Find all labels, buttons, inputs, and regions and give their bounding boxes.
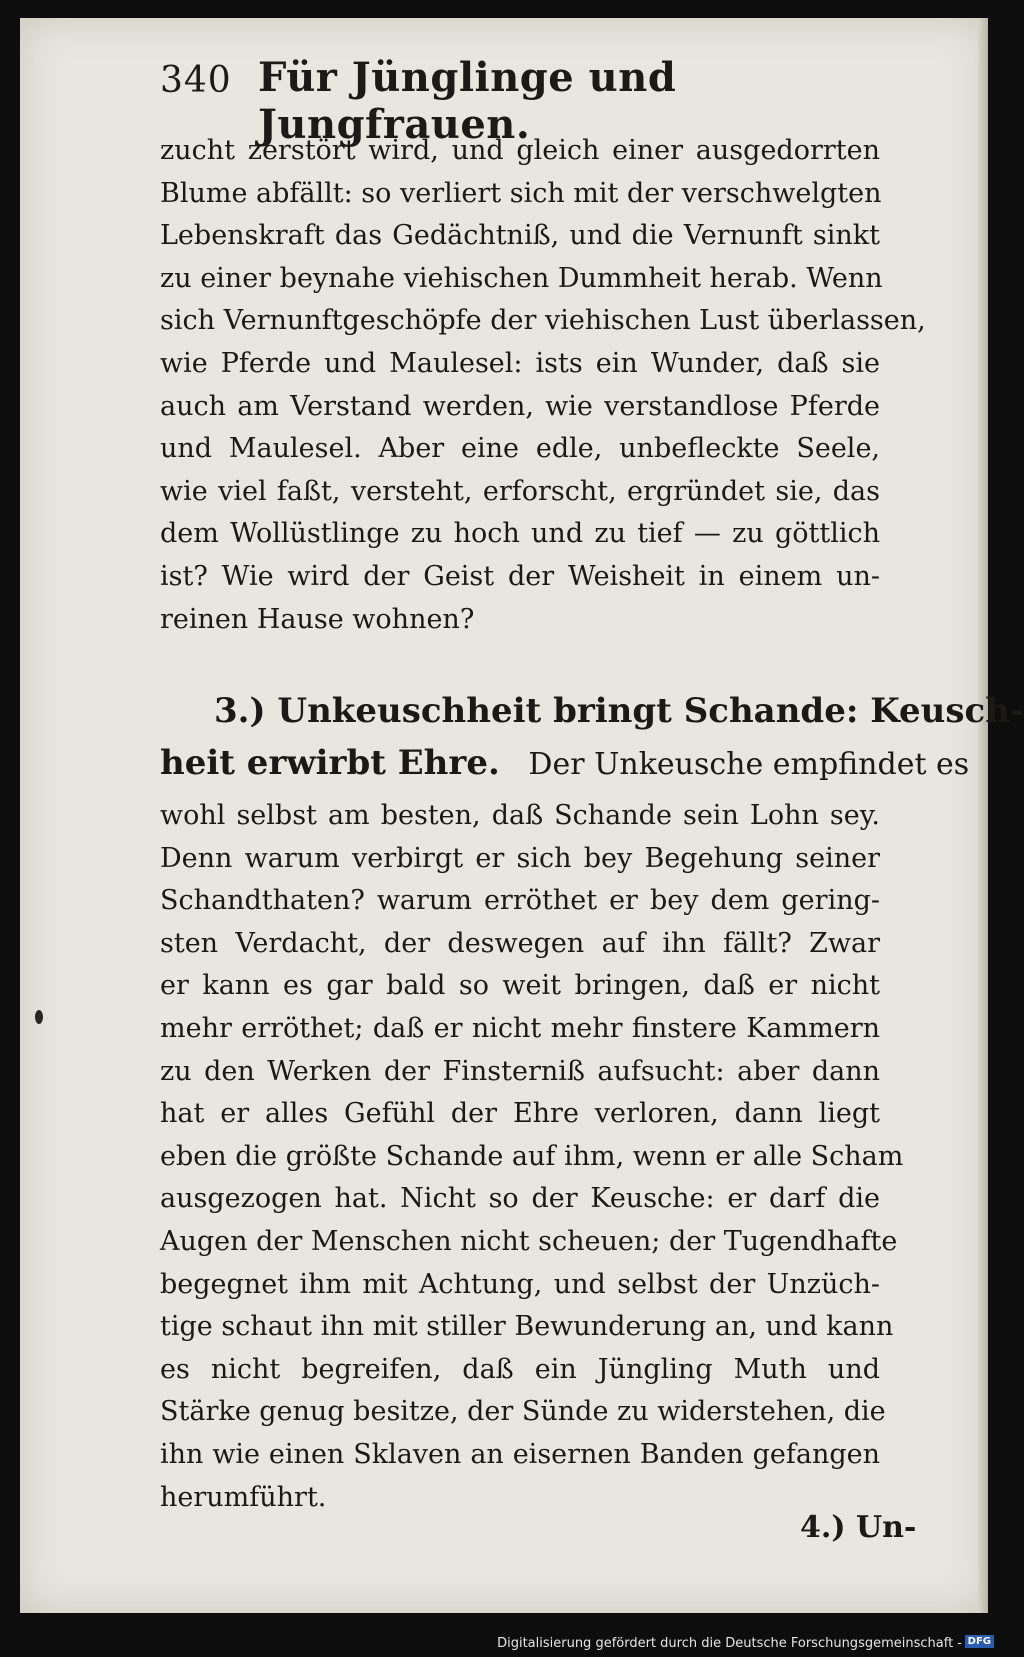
margin-ink-mark bbox=[35, 1010, 43, 1024]
text-line: Denn warum verbirgt er sich bey Begehung seiner bbox=[160, 842, 880, 874]
text-line: sten Verdacht, der deswegen auf ihn fällt? Zwar bbox=[160, 927, 880, 959]
text-line: Augen der Menschen nicht scheuen; der Tugendhafte bbox=[160, 1225, 898, 1257]
paragraph-section-3 bbox=[160, 795, 904, 1519]
text-line: Schandthaten? warum erröthet er bey dem gering- bbox=[160, 885, 880, 917]
digitization-footer bbox=[0, 1630, 1000, 1657]
text-line: zu den Werken der Finsterniß aufsucht: aber dann bbox=[160, 1055, 880, 1087]
text-line: und Maulesel. Aber eine edle, unbefleckte Seele, bbox=[160, 433, 880, 465]
text-line: hat er alles Gefühl der Ehre verloren, dann liegt bbox=[160, 1098, 880, 1130]
text-line: ihn wie einen Sklaven an eisernen Banden gefangen bbox=[160, 1438, 880, 1470]
text-line: Lebenskraft das Gedächtniß, und die Vernunft sinkt bbox=[160, 220, 880, 252]
text-line: wie viel faßt, versteht, erforscht, ergründet sie, das bbox=[160, 475, 880, 507]
paragraph-continued bbox=[160, 130, 926, 641]
text-line: sich Vernunftgeschöpfe der viehischen Lust überlassen, bbox=[160, 305, 926, 337]
text-line: zu einer beynahe viehischen Dummheit herab. Wenn bbox=[160, 262, 883, 294]
section-heading-line bbox=[160, 737, 970, 789]
section-title-part1: 3.) Unkeuschheit bringt Schande: Keusch- bbox=[214, 691, 1024, 731]
text-line: reinen Hause wohnen? bbox=[160, 603, 475, 635]
text-line: tige schaut ihn mit stiller Bewunderung an, und kann bbox=[160, 1311, 894, 1343]
footer-credit: Digitalisierung gefördert durch die Deutsche Forschungsgemeinschaft - bbox=[497, 1636, 962, 1651]
text-line: begegnet ihm mit Achtung, und selbst der Unzüch- bbox=[160, 1268, 880, 1300]
text-line: dem Wollüstlinge zu hoch und zu tief — zu göttlich bbox=[160, 518, 880, 550]
text-line: ausgezogen hat. Nicht so der Keusche: er darf die bbox=[160, 1183, 880, 1215]
text-line: mehr erröthet; daß er nicht mehr finstere Kammern bbox=[160, 1012, 880, 1044]
section-text-start: Der Unkeusche empfindet es bbox=[528, 747, 970, 782]
page-edge bbox=[978, 18, 988, 1613]
section-heading-line bbox=[160, 685, 1024, 737]
text-line: ist? Wie wird der Geist der Weisheit in einem un- bbox=[160, 560, 880, 592]
text-line: eben die größte Schande auf ihm, wenn er alle Scham bbox=[160, 1140, 904, 1172]
section-title-part2: heit erwirbt Ehre. bbox=[160, 743, 500, 783]
text-line: es nicht begreifen, daß ein Jüngling Muth und bbox=[160, 1353, 880, 1385]
section-heading bbox=[160, 685, 1024, 789]
dfg-logo: DFG bbox=[965, 1635, 994, 1648]
text-line: herumführt. bbox=[160, 1481, 327, 1513]
text-line: zucht zerstört wird, und gleich einer ausgedorrten bbox=[160, 135, 880, 166]
text-line: er kann es gar bald so weit bringen, daß er nicht bbox=[160, 970, 880, 1002]
text-line: wohl selbst am besten, daß Schande sein Lohn sey. bbox=[160, 800, 880, 831]
page-header bbox=[160, 52, 920, 148]
page-number: 340 bbox=[160, 60, 232, 101]
text-line: Blume abfällt: so verliert sich mit der verschwelgten bbox=[160, 177, 882, 209]
text-line: Stärke genug besitze, der Sünde zu widerstehen, die bbox=[160, 1396, 886, 1428]
catchword: 4.) Un- bbox=[800, 1510, 917, 1545]
running-title: Für Jünglinge und Jungfrauen. bbox=[258, 54, 677, 148]
text-line: auch am Verstand werden, wie verstandlose Pferde bbox=[160, 390, 880, 422]
text-line: wie Pferde und Maulesel: ists ein Wunder, daß sie bbox=[160, 347, 880, 379]
